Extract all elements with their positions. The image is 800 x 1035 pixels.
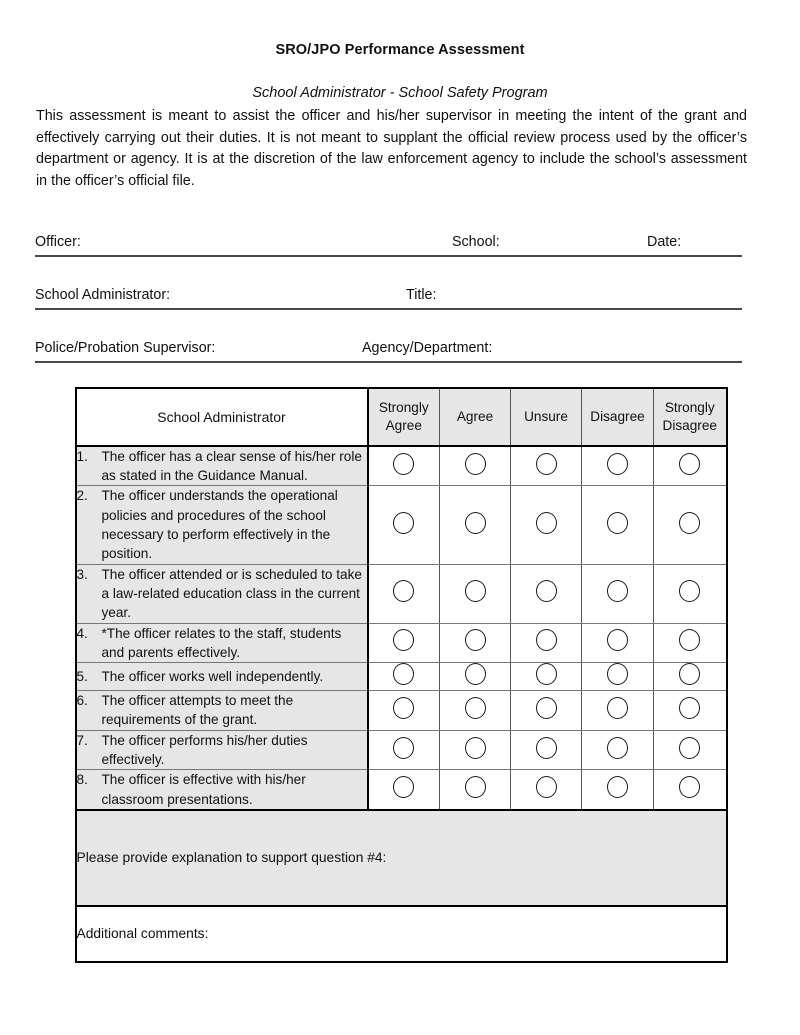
question-cell <box>76 691 368 731</box>
column-header-subject: School Administrator <box>76 388 368 446</box>
radio-button-icon[interactable] <box>536 776 557 798</box>
question-number: 2. <box>76 488 88 504</box>
radio-cell-q5-opt3[interactable] <box>511 663 582 691</box>
form-fields <box>0 220 800 363</box>
radio-cell-q4-opt1[interactable] <box>368 623 440 663</box>
agency-department-label: Agency/Department: <box>362 339 493 356</box>
question-cell <box>76 623 368 663</box>
table-row <box>76 623 727 663</box>
radio-button-icon[interactable] <box>393 580 414 602</box>
question-number: 4. <box>76 625 88 641</box>
page-title: SRO/JPO Performance Assessment <box>275 42 525 58</box>
comment-label: Additional comments: <box>76 926 209 942</box>
radio-button-icon[interactable] <box>465 453 486 475</box>
column-header-disagree: Disagree <box>582 388 654 446</box>
question-number: 3. <box>76 566 88 582</box>
radio-button-icon[interactable] <box>536 580 557 602</box>
table-row <box>76 691 727 731</box>
radio-cell-q6-opt5[interactable] <box>654 691 727 731</box>
question-cell <box>76 446 368 486</box>
radio-button-icon[interactable] <box>465 512 486 534</box>
radio-cell-q1-opt2[interactable] <box>440 446 511 486</box>
radio-button-icon[interactable] <box>679 737 700 759</box>
column-header-agree: Agree <box>440 388 511 446</box>
form-row-supervisor[interactable] <box>35 326 742 363</box>
radio-button-icon[interactable] <box>607 697 628 719</box>
radio-cell-q3-opt4[interactable] <box>582 564 654 623</box>
radio-cell-q4-opt2[interactable] <box>440 623 511 663</box>
radio-button-icon[interactable] <box>536 629 557 651</box>
radio-cell-q2-opt1[interactable] <box>368 486 440 564</box>
table-row <box>76 446 727 486</box>
radio-button-icon[interactable] <box>393 737 414 759</box>
radio-button-icon[interactable] <box>465 663 486 685</box>
radio-button-icon[interactable] <box>536 697 557 719</box>
school-administrator-label: School Administrator: <box>35 286 171 303</box>
page-subtitle: School Administrator - School Safety Program <box>252 85 548 101</box>
radio-button-icon[interactable] <box>393 512 414 534</box>
question-text: *The officer relates to the staff, students and parents effectively. <box>101 625 342 660</box>
officer-label: Officer: <box>35 233 81 250</box>
radio-button-icon[interactable] <box>679 512 700 534</box>
radio-cell-q1-opt3[interactable] <box>511 446 582 486</box>
form-row-officer[interactable] <box>35 220 742 257</box>
radio-button-icon[interactable] <box>393 663 414 685</box>
radio-cell-q5-opt1[interactable] <box>368 663 440 691</box>
radio-cell-q5-opt2[interactable] <box>440 663 511 691</box>
radio-button-icon[interactable] <box>536 663 557 685</box>
column-header-strongly-agree: Strongly Agree <box>368 388 440 446</box>
column-header-strongly-disagree: Strongly Disagree <box>654 388 727 446</box>
radio-button-icon[interactable] <box>393 453 414 475</box>
question-text: The officer performs his/her duties effectively. <box>101 732 308 768</box>
radio-cell-q2-opt5[interactable] <box>654 486 727 564</box>
question-text: The officer understands the operational policies and procedures of the school necessary to perform effectively in the position. <box>101 488 338 562</box>
radio-cell-q5-opt5[interactable] <box>654 663 727 691</box>
table-body <box>76 446 727 810</box>
radio-cell-q7-opt3[interactable] <box>511 730 582 770</box>
radio-button-icon[interactable] <box>607 737 628 759</box>
question-cell <box>76 770 368 810</box>
radio-button-icon[interactable] <box>679 697 700 719</box>
table-row <box>76 770 727 810</box>
radio-button-icon[interactable] <box>465 629 486 651</box>
radio-button-icon[interactable] <box>393 629 414 651</box>
question-cell <box>76 486 368 564</box>
date-label: Date: <box>647 233 682 250</box>
question-number: 6. <box>76 693 88 709</box>
radio-button-icon[interactable] <box>679 663 700 685</box>
radio-cell-q7-opt2[interactable] <box>440 730 511 770</box>
radio-cell-q4-opt5[interactable] <box>654 623 727 663</box>
radio-cell-q7-opt4[interactable] <box>582 730 654 770</box>
radio-button-icon[interactable] <box>465 776 486 798</box>
radio-cell-q6-opt3[interactable] <box>511 691 582 731</box>
question-text: The officer attempts to meet the requirements of the grant. <box>101 693 294 728</box>
radio-button-icon[interactable] <box>679 580 700 602</box>
radio-button-icon[interactable] <box>607 512 628 534</box>
question-number: 5. <box>76 668 88 684</box>
radio-cell-q3-opt3[interactable] <box>511 564 582 623</box>
supervisor-label: Police/Probation Supervisor: <box>35 339 216 356</box>
question-number: 1. <box>76 448 88 464</box>
radio-cell-q4-opt3[interactable] <box>511 623 582 663</box>
radio-cell-q6-opt2[interactable] <box>440 691 511 731</box>
radio-cell-q8-opt5[interactable] <box>654 770 727 810</box>
radio-button-icon[interactable] <box>607 580 628 602</box>
assessment-table-wrapper <box>75 387 726 963</box>
radio-button-icon[interactable] <box>679 776 700 798</box>
radio-button-icon[interactable] <box>607 776 628 798</box>
radio-cell-q5-opt4[interactable] <box>582 663 654 691</box>
radio-button-icon[interactable] <box>465 737 486 759</box>
question-cell <box>76 564 368 623</box>
table-row <box>76 486 727 564</box>
radio-button-icon[interactable] <box>536 737 557 759</box>
radio-cell-q3-opt1[interactable] <box>368 564 440 623</box>
additional-comment-box[interactable] <box>76 906 727 962</box>
radio-cell-q7-opt5[interactable] <box>654 730 727 770</box>
radio-button-icon[interactable] <box>393 697 414 719</box>
assessment-table <box>75 387 728 963</box>
radio-button-icon[interactable] <box>536 453 557 475</box>
table-row <box>76 730 727 770</box>
radio-button-icon[interactable] <box>465 580 486 602</box>
radio-cell-q1-opt4[interactable] <box>582 446 654 486</box>
comment-label: Please provide explanation to support question #4: <box>76 850 387 866</box>
radio-cell-q8-opt3[interactable] <box>511 770 582 810</box>
radio-button-icon[interactable] <box>393 776 414 798</box>
radio-button-icon[interactable] <box>607 629 628 651</box>
radio-cell-q8-opt4[interactable] <box>582 770 654 810</box>
radio-button-icon[interactable] <box>607 453 628 475</box>
intro-paragraph: This assessment is meant to assist the officer and his/her supervisor in meeting the intent of the grant and effectively carrying out their duties. It is not meant to supplant the official review process used by the officer’s department or agency. It is at the discretion of the law enforcement agency to include the school’s assessment in the officer’s official file. <box>36 108 747 190</box>
comment-row <box>76 810 727 906</box>
radio-cell-q3-opt5[interactable] <box>654 564 727 623</box>
question-text: The officer works well independently. <box>101 668 324 684</box>
comment-row <box>76 906 727 962</box>
radio-button-icon[interactable] <box>679 629 700 651</box>
table-header <box>76 388 727 446</box>
radio-button-icon[interactable] <box>679 453 700 475</box>
radio-cell-q4-opt4[interactable] <box>582 623 654 663</box>
radio-cell-q2-opt2[interactable] <box>440 486 511 564</box>
table-footer <box>76 810 727 962</box>
radio-cell-q6-opt1[interactable] <box>368 691 440 731</box>
table-header-row <box>76 388 727 446</box>
question-text: The officer attended or is scheduled to take a law-related education class in the current year. <box>101 566 362 621</box>
radio-button-icon[interactable] <box>465 697 486 719</box>
question-number: 7. <box>76 732 88 748</box>
table-row <box>76 564 727 623</box>
radio-cell-q8-opt2[interactable] <box>440 770 511 810</box>
radio-cell-q2-opt3[interactable] <box>511 486 582 564</box>
title-label: Title: <box>406 286 437 303</box>
radio-button-icon[interactable] <box>607 663 628 685</box>
question-text: The officer is effective with his/her classroom presentations. <box>101 772 306 807</box>
column-header-unsure: Unsure <box>511 388 582 446</box>
radio-cell-q2-opt4[interactable] <box>582 486 654 564</box>
radio-cell-q1-opt1[interactable] <box>368 446 440 486</box>
explanation-comment-box[interactable] <box>76 810 727 906</box>
radio-cell-q6-opt4[interactable] <box>582 691 654 731</box>
question-cell <box>76 730 368 770</box>
question-number: 8. <box>76 772 88 788</box>
school-label: School: <box>452 233 500 250</box>
question-cell <box>76 663 368 691</box>
radio-button-icon[interactable] <box>536 512 557 534</box>
radio-cell-q7-opt1[interactable] <box>368 730 440 770</box>
radio-cell-q3-opt2[interactable] <box>440 564 511 623</box>
form-row-administrator[interactable] <box>35 273 742 310</box>
radio-cell-q1-opt5[interactable] <box>654 446 727 486</box>
radio-cell-q8-opt1[interactable] <box>368 770 440 810</box>
table-row <box>76 663 727 691</box>
question-text: The officer has a clear sense of his/her role as stated in the Guidance Manual. <box>101 448 362 484</box>
